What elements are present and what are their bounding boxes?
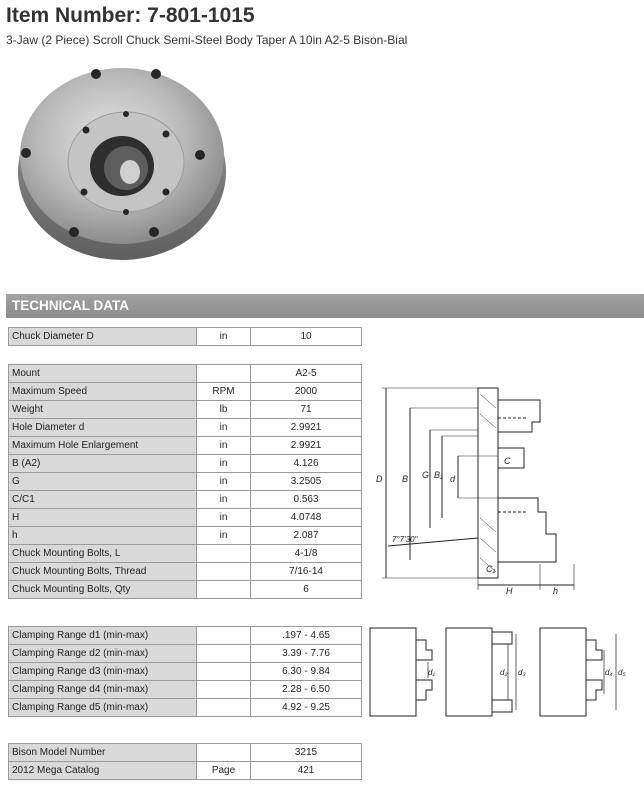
spec-label: Weight — [9, 401, 197, 419]
technical-data-header — [6, 294, 644, 318]
label-G: G — [422, 470, 430, 480]
item-description: 3-Jaw (2 Piece) Scroll Chuck Semi-Steel Body Taper A 10in A2-5 Bison-Bial — [6, 33, 408, 47]
spec-label: Hole Diameter d — [9, 419, 197, 437]
catalog-table — [8, 743, 362, 780]
spec-unit: in — [197, 437, 251, 455]
table-row — [9, 663, 362, 681]
table-row — [9, 437, 362, 455]
spec-value: 4.0748 — [251, 509, 362, 527]
spec-label: B (A2) — [9, 455, 197, 473]
label-d4: d₄ — [605, 668, 613, 677]
spec-value: 2.28 - 6.50 — [251, 681, 362, 699]
spec-unit: in — [197, 527, 251, 545]
spec-label: 2012 Mega Catalog — [9, 762, 197, 780]
label-d5: d₅ — [618, 668, 626, 677]
spec-value: 10 — [251, 328, 362, 346]
clamping-range-drawings — [366, 620, 632, 724]
label-angle: 7°7'30" — [392, 535, 418, 544]
label-h: h — [553, 586, 559, 596]
label-H: H — [506, 586, 513, 596]
chuck-dimension-drawing — [378, 378, 600, 596]
spec-label: Mount — [9, 365, 197, 383]
table-row — [9, 383, 362, 401]
table-row — [9, 509, 362, 527]
spec-label: Chuck Diameter D — [9, 328, 197, 346]
spec-unit: in — [197, 455, 251, 473]
label-C1: C₁ — [486, 564, 496, 574]
spec-unit — [197, 581, 251, 599]
clamping-range-table — [8, 626, 362, 717]
table-row — [9, 545, 362, 563]
spec-label: Chuck Mounting Bolts, Qty — [9, 581, 197, 599]
spec-value: .197 - 4.65 — [251, 627, 362, 645]
table-row — [9, 645, 362, 663]
spec-unit: in — [197, 509, 251, 527]
table-row — [9, 762, 362, 780]
spec-value: 4-1/8 — [251, 545, 362, 563]
spec-value: 3215 — [251, 744, 362, 762]
label-d3: d₃ — [518, 668, 526, 677]
spec-label: Chuck Mounting Bolts, Thread — [9, 563, 197, 581]
spec-label: Chuck Mounting Bolts, L — [9, 545, 197, 563]
label-D: D — [376, 474, 383, 484]
table-row — [9, 627, 362, 645]
spec-value: 2000 — [251, 383, 362, 401]
spec-value: 71 — [251, 401, 362, 419]
spec-value: A2-5 — [251, 365, 362, 383]
spec-label: Bison Model Number — [9, 744, 197, 762]
spec-label: Clamping Range d5 (min-max) — [9, 699, 197, 717]
spec-label: H — [9, 509, 197, 527]
spec-unit: in — [197, 419, 251, 437]
table-row — [9, 563, 362, 581]
spec-label: Clamping Range d2 (min-max) — [9, 645, 197, 663]
spec-label: Maximum Speed — [9, 383, 197, 401]
spec-value: 3.39 - 7.76 — [251, 645, 362, 663]
spec-unit — [197, 681, 251, 699]
spec-unit — [197, 645, 251, 663]
table-row — [9, 419, 362, 437]
spec-value: 4.126 — [251, 455, 362, 473]
spec-unit — [197, 663, 251, 681]
spec-value: 2.9921 — [251, 419, 362, 437]
table-row — [9, 581, 362, 599]
spec-label: Clamping Range d1 (min-max) — [9, 627, 197, 645]
label-d1: d₁ — [428, 668, 435, 677]
spec-unit — [197, 744, 251, 762]
spec-label: C/C1 — [9, 491, 197, 509]
spec-label: G — [9, 473, 197, 491]
chuck-specs-table — [8, 364, 362, 599]
table-row — [9, 744, 362, 762]
spec-label: h — [9, 527, 197, 545]
spec-value: 2.087 — [251, 527, 362, 545]
spec-label: Clamping Range d3 (min-max) — [9, 663, 197, 681]
spec-value: 6 — [251, 581, 362, 599]
spec-unit: lb — [197, 401, 251, 419]
spec-unit — [197, 365, 251, 383]
spec-unit: in — [197, 473, 251, 491]
spec-value: 0.563 — [251, 491, 362, 509]
chuck-diameter-table — [8, 327, 362, 346]
label-d: d — [450, 474, 456, 484]
label-B1: B₁ — [434, 470, 443, 480]
spec-label: Clamping Range d4 (min-max) — [9, 681, 197, 699]
table-row — [9, 681, 362, 699]
spec-unit — [197, 563, 251, 581]
spec-value: 6.30 - 9.84 — [251, 663, 362, 681]
spec-label: Maximum Hole Enlargement — [9, 437, 197, 455]
spec-unit: Page — [197, 762, 251, 780]
table-row — [9, 527, 362, 545]
label-d2: d₂ — [500, 668, 508, 677]
table-row — [9, 473, 362, 491]
table-row — [9, 455, 362, 473]
spec-value: 2.9921 — [251, 437, 362, 455]
section-title: TECHNICAL DATA — [12, 298, 129, 313]
spec-unit: in — [197, 491, 251, 509]
spec-value: 3.2505 — [251, 473, 362, 491]
spec-unit — [197, 545, 251, 563]
label-C: C — [504, 456, 511, 466]
table-row — [9, 401, 362, 419]
spec-unit — [197, 699, 251, 717]
table-row — [9, 365, 362, 383]
table-row — [9, 699, 362, 717]
spec-value: 4.92 - 9.25 — [251, 699, 362, 717]
chuck-photo — [14, 52, 234, 270]
spec-value: 421 — [251, 762, 362, 780]
spec-unit: in — [197, 328, 251, 346]
table-row — [9, 328, 362, 346]
item-number-title: Item Number: 7-801-1015 — [6, 4, 255, 27]
spec-value: 7/16-14 — [251, 563, 362, 581]
table-row — [9, 491, 362, 509]
spec-unit — [197, 627, 251, 645]
label-B: B — [402, 474, 409, 484]
spec-unit: RPM — [197, 383, 251, 401]
